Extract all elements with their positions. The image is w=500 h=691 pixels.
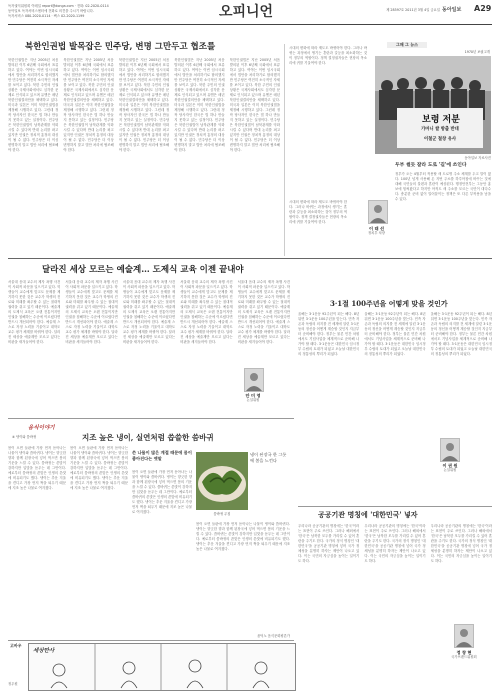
cartoon-panels-graphic (29, 644, 295, 690)
editorial-text-col: 서울대 음대 교수의 제자 폭행 사건이 사회적 파문을 일으키고 있다. 학생들이 교수에게 맞고도 문제를 제기하지 못한 것은 교수가 학생의 진로와 미래를 좌우할 수 있는 절대적 권력을 쥐고 있기 때문이다. 예술계의 도제식 교육은 오랜 전통이지만 인권을 침해하는 수준에 이르렀다면 반드시 개선되어야 한다. 예술계 스스로 자정 노력을 기울이고 대학도 교수 평가 체계를 바꿔야 한다. 달라진 세상을 예술계만 모르고 있다는 비판을 새겨들어야 한다. (8, 280, 61, 344)
person-icon (455, 625, 473, 647)
editorial-text-col: 서울대 음대 교수의 제자 폭행 사건이 사회적 파문을 일으키고 있다. 학생들이 교수에게 맞고도 문제를 제기하지 못한 것은 교수가 학생의 진로와 미래를 좌우할 수 있는 절대적 권력을 쥐고 있기 때문이다. 예술계의 도제식 교육은 오랜 전통이지만 인권을 침해하는 수준에 이르렀다면 반드시 개선되어야 한다. 예술계 스스로 자정 노력을 기울이고 대학도 교수 평가 체계를 바꿔야 한다. 달라진 세상을 예술계만 모르고 있다는 비판을 새겨들어야 한다. (180, 280, 233, 344)
photo-label: 그때 그 뉴스 (387, 42, 427, 48)
masthead-rule (8, 24, 492, 25)
column-text-col: 올해는 3·1운동 92주년이 되는 해다. 8년 뒤면 3·1운동 100주년을 맞는다. 민족 자존과 독립의 의지를 전 세계에 알린 3·1운동의 정신을 어떻게 계승할 것인지 지금부터 준비해야 한다. 정부는 물론 민간 차원에서도 기념사업을 체계적으로 준비해 나가야 할 때다. 3·1운동은 대한민국 임시정부 수립의 토대가 되었고 오늘날 대한민국의 정통성의 뿌리가 되었다. (430, 312, 492, 356)
section-title: 오피니언 (218, 4, 274, 20)
cartoon-title: 세상만사 (33, 648, 55, 654)
food-title: 지조 높은 냉이, 실연처럼 씁쓸한 씀바귀 (82, 433, 214, 442)
subheading-text: 정부가 오는 4월부터 적용할 새 도로명 주소 체계를 두고 말이 많다. 100년 넘게 사용해 온 지번 주소를 하루아침에 바꾸는 것에 대해 국민들의 불편과 혼란이 예상된다. 행정안전부는 그동안 홍보에 힘써왔다고 하지만 아직도 새 주소를 모르는 국민이 대다수다. 충분한 준비 없이 밀어붙이는 정책은 또 다른 부작용을 낳을 수 있다. (395, 172, 491, 201)
page-number: A29 (474, 4, 492, 13)
food-text: 봄이 오면 들판에 가장 먼저 돋아나는 나물이 냉이와 씀바귀다. 냉이는 향긋한 향과 함께 된장국에 넣어 먹으면 봄의 기운을 느낄 수 있다. 씀바귀는 쓴맛이 강하지만 입맛을 돋우는 데 그만이다. 예로부터 씀바귀의 쓴맛은 인생의 쓴맛에 비유되기도 했다. 냉이는 추운 겨울을 견디고 가장 먼저 싹을 틔우기 때문에 지조 높은 나물로 여겨졌다. (132, 470, 192, 514)
editorial-text-col: 북한인권법은 지난 2005년 처음 발의된 이후 6년째 국회에서 표류하고 있다. 여야는 이번 임시국회에서 법안을 처리하기로 합의했지만 민주당은 여전히 소극적인 자세를 보이고 있다. 북한 주민의 인권 상황은 국제사회에서도 심각한 문제로 인식되고 있으며 유엔은 매년 북한인권결의안을 채택하고 있다. 미국과 일본은 이미 북한인권법을 제정해 시행하고 있다. 그런데 정작 당사자인 한국은 법 하나 만들지 못하고 있는 실정이다. 민주당은 북한인권법이 남북관계를 악화시킬 수 있다며 반대 논리를 펴고 있지만 인권은 정치적 흥정의 대상이 될 수 없다. 민주당은 더 이상 변명하지 말고 법안 처리에 협조해야 한다. (63, 58, 114, 152)
author-name: 안 미 영 (245, 393, 261, 398)
author-portrait (454, 624, 474, 648)
section-rule (298, 506, 492, 507)
issue-info: 제 28597호 2011년 3월 4일 금요일 (386, 8, 440, 12)
editorial-title: 북한인권법 발목잡은 민주당, 변명 그만두고 협조를 (25, 42, 216, 52)
subheading-title: 두부 썰듯 잘라 도로 '길'에 쓰인다 (395, 163, 467, 168)
photo-sign-line: 보령 저분 (422, 115, 460, 125)
author-role: 국가브랜드위원회 (451, 655, 477, 659)
author-role: 논설위원 (246, 398, 260, 402)
column-body (298, 524, 492, 684)
photo-credit: 동아일보 자료사진 (464, 156, 491, 160)
food-subhead: 쓴 나물이 많은 계절 때문에 몸이 좋아진다는 옛말 (132, 450, 192, 461)
food-text: 봄이 오면 들판에 가장 먼저 돋아나는 나물이 냉이와 씀바귀다. 냉이는 향긋한 향과 함께 된장국에 넣어 먹으면 봄의 기운을 느낄 수 있다. 씀바귀는 쓴맛이 강하지만 입맛을 돋우는 데 그만이다. 예로부터 씀바귀의 쓴맛은 인생의 쓴맛에 비유되기도 했다. 냉이는 추운 겨울을 견디고 가장 먼저 싹을 틔우기 때문에 지조 높은 나물로 여겨졌다. (196, 522, 290, 551)
editorial-title: 달라진 세상 모르는 예술계… 도제식 교육 이젠 끝내야 (42, 265, 244, 275)
section-rule (8, 258, 492, 259)
right-column-text: 시대의 변화에 따라 제도도 바뀌어야 한다. 그러나 바뀌는 과정에서 생기는 혼란과 갈등을 최소화하는 것이 정부의 역할이다. 정책 결정권자들은 현장의 목소리에 귀를 기울여야 한다. (289, 200, 347, 224)
editorial-text-col: 북한인권법은 지난 2005년 처음 발의된 이후 6년째 국회에서 표류하고 있다. 여야는 이번 임시국회에서 법안을 처리하기로 합의했지만 민주당은 여전히 소극적인 자세를 보이고 있다. 북한 주민의 인권 상황은 국제사회에서도 심각한 문제로 인식되고 있으며 유엔은 매년 북한인권결의안을 채택하고 있다. 미국과 일본은 이미 북한인권법을 제정해 시행하고 있다. 그런데 정작 당사자인 한국은 법 하나 만들지 못하고 있는 실정이다. 민주당은 북한인권법이 남북관계를 악화시킬 수 있다며 반대 논리를 펴고 있지만 인권은 정치적 흥정의 대상이 될 수 없다. 민주당은 더 이상 변명하지 말고 법안 처리에 협조해야 한다. (118, 58, 170, 152)
column-text-col: 우리나라 공공기관의 명칭에는 '한국'이라는 표현이 주로 쓰인다. 그러나 해외에서 '한국'은 남북한 모두를 가리킬 수 있어 혼란을 주기도 한다. 국가의 정식 명칭인 '대한민국'을 공공기관 명칭에 넣어 국가 정체성을 분명히 하자는 제안이 나오고 있다. 이는 국민의 자긍심을 높이는 일이기도 하다. (430, 524, 492, 563)
columnist-role: 정치부 차장 (368, 231, 385, 235)
vegetable-dish-graphic (196, 452, 248, 510)
author-portrait (440, 438, 460, 462)
author-portrait (244, 368, 264, 392)
person-icon (369, 201, 387, 223)
cartoon-author: 정우원 (8, 682, 18, 686)
food-photo-caption: 씀바귀 무침 (213, 512, 231, 516)
author-name: 정 창 현 (456, 650, 472, 655)
editorial-text-col: 서울대 음대 교수의 제자 폭행 사건이 사회적 파문을 일으키고 있다. 학생들이 교수에게 맞고도 문제를 제기하지 못한 것은 교수가 학생의 진로와 미래를 좌우할 수 있는 절대적 권력을 쥐고 있기 때문이다. 예술계의 도제식 교육은 오랜 전통이지만 인권을 침해하는 수준에 이르렀다면 반드시 개선되어야 한다. 예술계 스스로 자정 노력을 기울이고 대학도 교수 평가 체계를 바꿔야 한다. 달라진 세상을 예술계만 모르고 있다는 비판을 새겨들어야 한다. (237, 280, 291, 344)
editorial-text-col: 북한인권법은 지난 2005년 처음 발의된 이후 6년째 국회에서 표류하고 있다. 여야는 이번 임시국회에서 법안을 처리하기로 합의했지만 민주당은 여전히 소극적인 자세를 보이고 있다. 북한 주민의 인권 상황은 국제사회에서도 심각한 문제로 인식되고 있으며 유엔은 매년 북한인권결의안을 채택하고 있다. 미국과 일본은 이미 북한인권법을 제정해 시행하고 있다. 그런데 정작 당사자인 한국은 법 하나 만들지 못하고 있는 실정이다. 민주당은 북한인권법이 남북관계를 악화시킬 수 있다며 반대 논리를 펴고 있지만 인권은 정치적 흥정의 대상이 될 수 없다. 민주당은 더 이상 변명하지 말고 법안 처리에 협조해야 한다. (229, 58, 281, 152)
author-role: 논설위원 (443, 468, 457, 472)
news-photo (375, 56, 491, 154)
column-title: 공공기관 명칭에 '대한민국' 넣자 (318, 510, 418, 519)
column-divider (284, 44, 285, 256)
person-icon (245, 369, 263, 391)
contact-line: 독자서비스 080-2020-0114 · 팩스 02-2020-1199 (8, 14, 85, 18)
masthead (0, 0, 500, 38)
food-quote: 냉이 된장국 한 그릇에 봄을 느낀다 (250, 452, 287, 463)
cartoon-strip (28, 643, 296, 691)
editorial-text-col: 서울대 음대 교수의 제자 폭행 사건이 사회적 파문을 일으키고 있다. 학생들이 교수에게 맞고도 문제를 제기하지 못한 것은 교수가 학생의 진로와 미래를 좌우할 수 있는 절대적 권력을 쥐고 있기 때문이다. 예술계의 도제식 교육은 오랜 전통이지만 인권을 침해하는 수준에 이르렀다면 반드시 개선되어야 한다. 예술계 스스로 자정 노력을 기울이고 대학도 교수 평가 체계를 바꿔야 한다. 달라진 세상을 예술계만 모르고 있다는 비판을 새겨들어야 한다. (65, 280, 118, 344)
editorial-text-col: 북한인권법은 지난 2005년 처음 발의된 이후 6년째 국회에서 표류하고 있다. 여야는 이번 임시국회에서 법안을 처리하기로 합의했지만 민주당은 여전히 소극적인 자세를 보이고 있다. 북한 주민의 인권 상황은 국제사회에서도 심각한 문제로 인식되고 있으며 유엔은 매년 북한인권결의안을 채택하고 있다. 미국과 일본은 이미 북한인권법을 제정해 시행하고 있다. 그런데 정작 당사자인 한국은 법 하나 만들지 못하고 있는 실정이다. 민주당은 북한인권법이 남북관계를 악화시킬 수 있다며 반대 논리를 펴고 있지만 인권은 정치적 흥정의 대상이 될 수 없다. 민주당은 더 이상 변명하지 말고 법안 처리에 협조해야 한다. (174, 58, 225, 152)
food-text: 봄이 오면 들판에 가장 먼저 돋아나는 나물이 냉이와 씀바귀다. 냉이는 향긋한 향과 함께 된장국에 넣어 먹으면 봄의 기운을 느낄 수 있다. 씀바귀는 쓴맛이 강하지만 입맛을 돋우는 데 그만이다. 예로부터 씀바귀의 쓴맛은 인생의 쓴맛에 비유되기도 했다. 냉이는 추운 겨울을 견디고 가장 먼저 싹을 틔우기 때문에 지조 높은 나물로 여겨졌다. (70, 446, 128, 490)
food-photo (196, 452, 248, 510)
person-icon (441, 439, 459, 461)
right-column-text: 시대의 변화에 따라 제도도 바뀌어야 한다. 그러나 바뀌는 과정에서 생기는 혼란과 갈등을 최소화하는 것이 정부의 역할이다. 정책 결정권자들은 현장의 목소리에 귀를 기울여야 한다. (289, 46, 367, 65)
column-text-col: 올해는 3·1운동 92주년이 되는 해다. 8년 뒤면 3·1운동 100주년을 맞는다. 민족 자존과 독립의 의지를 전 세계에 알린 3·1운동의 정신을 어떻게 계승할 것인지 지금부터 준비해야 한다. 정부는 물론 민간 차원에서도 기념사업을 체계적으로 준비해 나가야 할 때다. 3·1운동은 대한민국 임시정부 수립의 토대가 되었고 오늘날 대한민국의 정통성의 뿌리가 되었다. (298, 312, 360, 356)
columnist-name: 이 태 선 (368, 226, 385, 231)
columnist-portrait (368, 200, 388, 224)
editorial-body (8, 58, 280, 256)
editorial-text-col: 북한인권법은 지난 2005년 처음 발의된 이후 6년째 국회에서 표류하고 있다. 여야는 이번 임시국회에서 법안을 처리하기로 합의했지만 민주당은 여전히 소극적인 자세를 보이고 있다. 북한 주민의 인권 상황은 국제사회에서도 심각한 문제로 인식되고 있으며 유엔은 매년 북한인권결의안을 채택하고 있다. 미국과 일본은 이미 북한인권법을 제정해 시행하고 있다. 그런데 정작 당사자인 한국은 법 하나 만들지 못하고 있는 실정이다. 민주당은 북한인권법이 남북관계를 악화시킬 수 있다며 반대 논리를 펴고 있지만 인권은 정치적 흥정의 대상이 될 수 없다. 민주당은 더 이상 변명하지 말고 법안 처리에 협조해야 한다. (8, 58, 59, 152)
food-end-credit: 윤덕노 음식문화평론가 (257, 634, 290, 638)
food-author-line: ④ 냉이와 씀바귀 (12, 435, 37, 439)
contact-line: 독자권익위원회 이메일 report@donga.com · 전화: 02-2020-0114 (8, 4, 109, 8)
paper-name: 동아일보 (442, 7, 462, 13)
editorial-text-col: 서울대 음대 교수의 제자 폭행 사건이 사회적 파문을 일으키고 있다. 학생들이 교수에게 맞고도 문제를 제기하지 못한 것은 교수가 학생의 진로와 미래를 좌우할 수 있는 절대적 권력을 쥐고 있기 때문이다. 예술계의 도제식 교육은 오랜 전통이지만 인권을 침해하는 수준에 이르렀다면 반드시 개선되어야 한다. 예술계 스스로 자정 노력을 기울이고 대학도 교수 평가 체계를 바꿔야 한다. 달라진 세상을 예술계만 모르고 있다는 비판을 새겨들어야 한다. (122, 280, 176, 344)
column-text-col: 올해는 3·1운동 92주년이 되는 해다. 8년 뒤면 3·1운동 100주년을 맞는다. 민족 자존과 독립의 의지를 전 세계에 알린 3·1운동의 정신을 어떻게 계승할 것인지 지금부터 준비해야 한다. 정부는 물론 민간 차원에서도 기념사업을 체계적으로 준비해 나가야 할 때다. 3·1운동은 대한민국 임시정부 수립의 토대가 되었고 오늘날 대한민국의 정통성의 뿌리가 되었다. (364, 312, 426, 356)
column-text-col: 우리나라 공공기관의 명칭에는 '한국'이라는 표현이 주로 쓰인다. 그러나 해외에서 '한국'은 남북한 모두를 가리킬 수 있어 혼란을 주기도 한다. 국가의 정식 명칭인 '대한민국'을 공공기관 명칭에 넣어 국가 정체성을 분명히 하자는 제안이 나오고 있다. 이는 국민의 자긍심을 높이는 일이기도 하다. (298, 524, 360, 563)
author-name: 이 권 원 (442, 463, 458, 468)
cartoon-label: 고바우 (10, 643, 22, 648)
column-title: 3·1절 100주년을 어떻게 맞을 것인가 (330, 299, 448, 308)
section-rule (8, 640, 294, 641)
contact-line: 동아일보 독자서비스센터에 전화로 의견을 주시기 바랍니다. (8, 9, 94, 13)
column-text-col: 우리나라 공공기관의 명칭에는 '한국'이라는 표현이 주로 쓰인다. 그러나 해외에서 '한국'은 남북한 모두를 가리킬 수 있어 혼란을 주기도 한다. 국가의 정식 명칭인 '대한민국'을 공공기관 명칭에 넣어 국가 정체성을 분명히 하자는 제안이 나오고 있다. 이는 국민의 자긍심을 높이는 일이기도 하다. (364, 524, 426, 563)
photo-sign-line: 가마니 쌀 방출 반대 (421, 127, 459, 132)
food-series-name: 음식이야기 (28, 425, 55, 431)
photo-year-label: 1970년 보릿고개 (464, 50, 490, 54)
section-rule (8, 418, 294, 419)
column-body (298, 312, 492, 502)
photo-sign-line: 이철군 철창 유사 (423, 137, 457, 142)
food-text: 봄이 오면 들판에 가장 먼저 돋아나는 나물이 냉이와 씀바귀다. 냉이는 향긋한 향과 함께 된장국에 넣어 먹으면 봄의 기운을 느낄 수 있다. 씀바귀는 쓴맛이 강하지만 입맛을 돋우는 데 그만이다. 예로부터 씀바귀의 쓴맛은 인생의 쓴맛에 비유되기도 했다. 냉이는 추운 겨울을 견디고 가장 먼저 싹을 틔우기 때문에 지조 높은 나물로 여겨졌다. (8, 446, 66, 490)
